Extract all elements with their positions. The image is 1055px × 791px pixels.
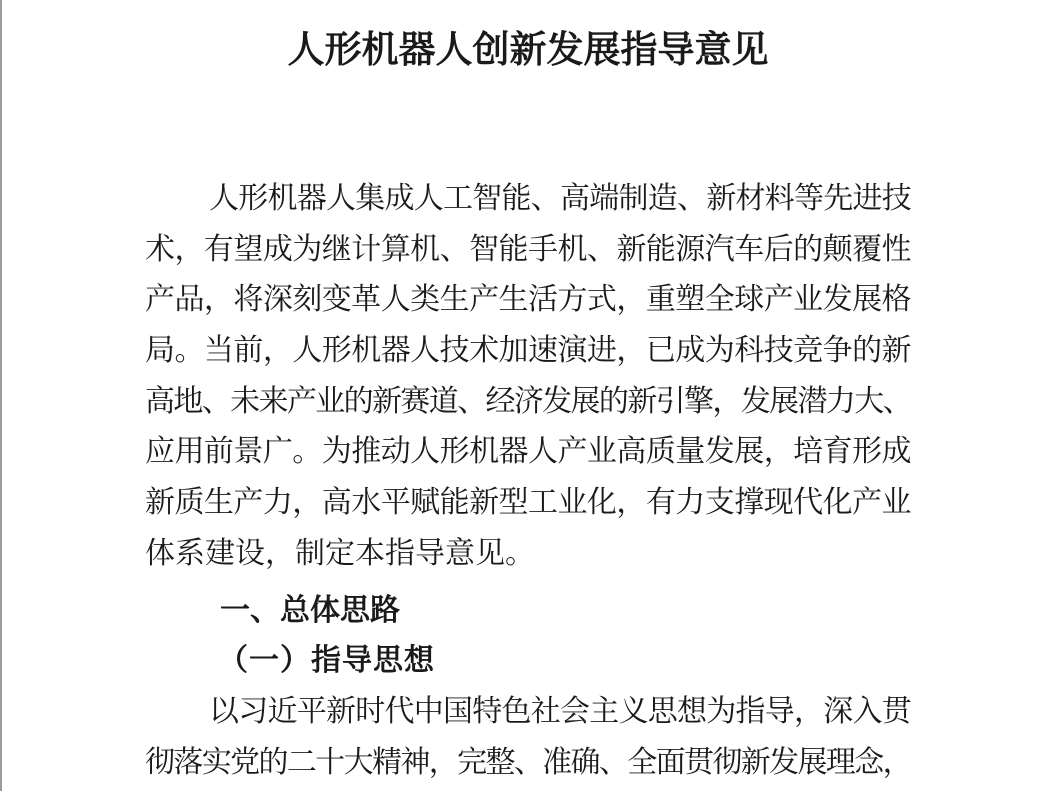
document-content: [145, 0, 911, 788]
paragraph-line: 彻落实党的二十大精神，完整、准确、全面贯彻新发展理念，: [145, 744, 911, 780]
paragraph-line: 新质生产力，高水平赋能新型工业化，有力支撑现代化产业: [145, 485, 911, 521]
paragraph-line: 术，有望成为继计算机、智能手机、新能源汽车后的颠覆性: [145, 231, 911, 267]
page-left-edge: [0, 0, 2, 791]
paragraph-line: 局。当前，人形机器人技术加速演进，已成为科技竞争的新: [145, 333, 911, 369]
paragraph-line: 应用前景广。为推动人形机器人产业高质量发展，培育形成: [145, 434, 911, 470]
paragraph-line: 高地、未来产业的新赛道、经济发展的新引擎，发展潜力大、: [145, 383, 911, 419]
paragraph-line: 以习近平新时代中国特色社会主义思想为指导，深入贯: [209, 693, 911, 729]
paragraph-line: 产品，将深刻变革人类生产生活方式，重塑全球产业发展格: [145, 282, 911, 318]
paragraph-line: 人形机器人集成人工智能、高端制造、新材料等先进技: [209, 181, 911, 216]
section-heading-1-1: （一）指导思想: [218, 643, 435, 679]
paragraph-line: 体系建设，制定本指导意见。: [145, 535, 535, 571]
section-heading-1: 一、总体思路: [220, 592, 400, 628]
document-title: 人形机器人创新发展指导意见: [287, 27, 769, 71]
document-body: [145, 174, 911, 788]
